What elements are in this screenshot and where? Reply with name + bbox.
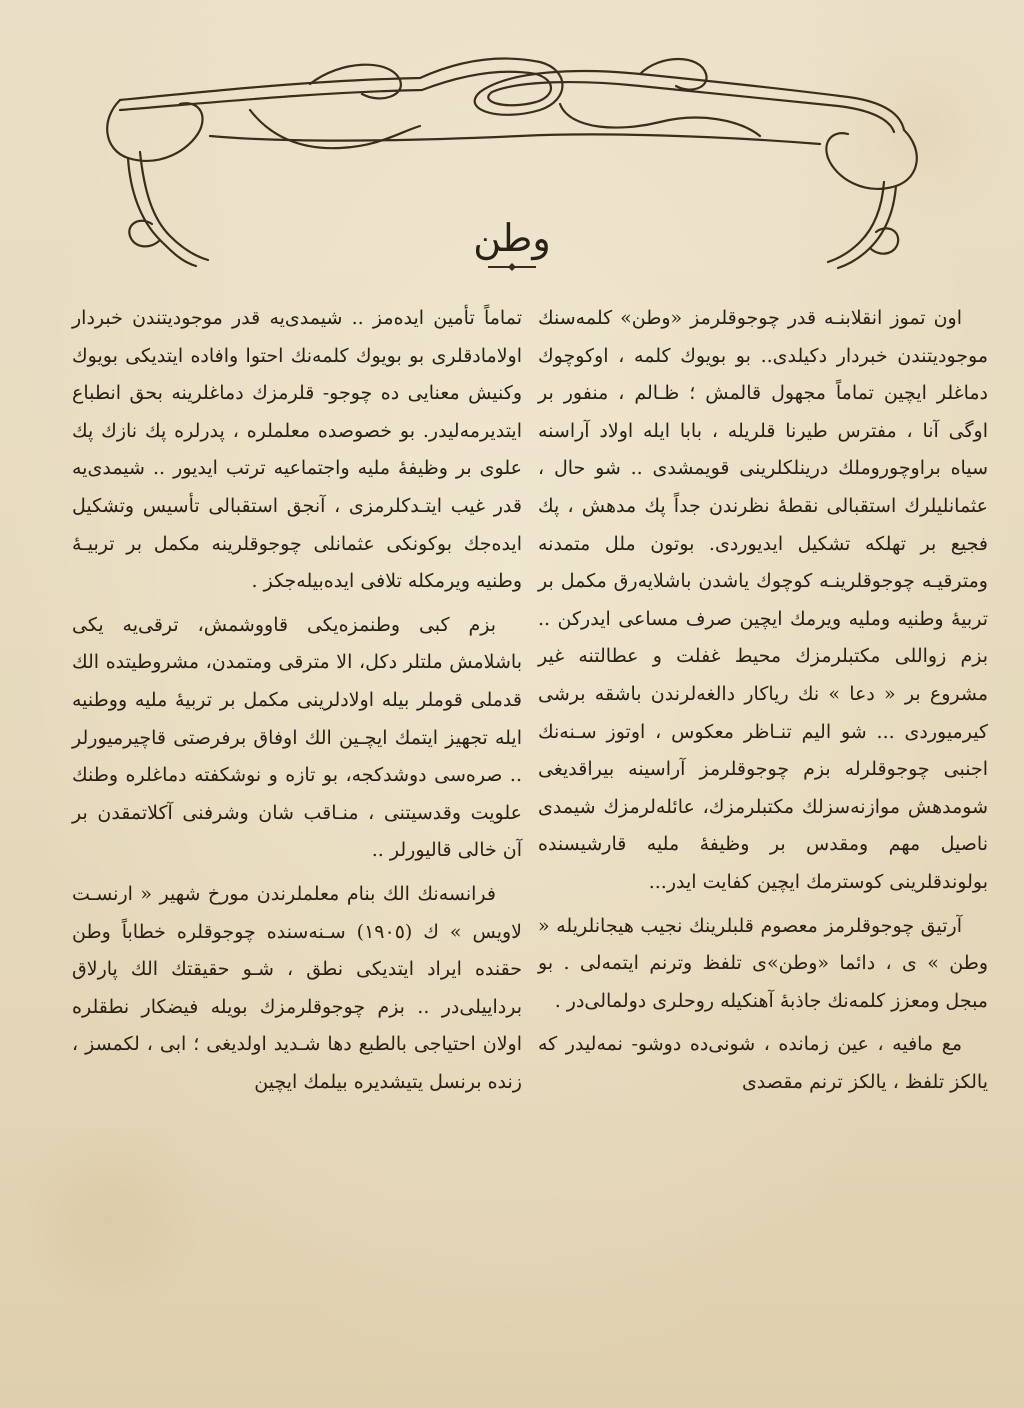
- article-title: وطن: [473, 216, 551, 260]
- text-column-right: [538, 300, 988, 1390]
- paragraph: بزم كبی وطنمزه‌يكی قاووشمش، ترقی‌يه يكی باشلامش ملتلر دكل، الا مترقی ومتمدن، مشروطيتده الك قدملی قوملر بيله اولادلرينی مكمل بر تربيهٔ مليه ووطنيه ايله تجهيز ايتمك ايچـين الك اوفاق برفرصتی قاچيرميورلر .. صره‌سی دوشدكجه، بو تازه و نوشكفته دماغلره وطنك علويت وقدسيتنی ، منـاقب شان وشرفنی آكلاتمقدن بر آن خالی قاليورلر ..: [72, 613, 522, 862]
- paragraph: آرتيق چوجوقلرمز معصوم قلبلرينك نجيب هيجانلريله « وطن » ی ، دائما «وطن»ی تلفظ وترنم ايتمه‌لی . بو مبجل ومعزز كلمه‌نك جاذبهٔ آهنكيله روحلری دولمالی‌در .: [538, 914, 988, 1012]
- title-divider-ornament: [486, 262, 538, 272]
- paragraph: فرانسه‌نك الك بنام معلملرندن مورخ شهير « ارنسـت لاويس » ك (١٩٠٥) سـنه‌سنده چوجوقلره خطاباً وطن حقنده ايراد ايتديكی نطق ، شـو حقيقتك الك پارلاق برداييلی‌در .. بزم چوجوقلرمزك بويله فيضكار نطقلره اولان احتياجی بالطبع دها شـديد اولديغی ؛ ابی ، لكمسز ، زنده برنسل يتيشديره بيلمك ايچين: [72, 882, 522, 1093]
- paragraph: تماماً تأمين ايده‌مز .. شيمدی‌يه قدر موجوديتندن خبردار اولامادقلری بو بويوك كلمه‌نك احتوا وافاده ايتديكی بويوك وكنيش معنايی ده چوجو- قلرمزك دماغلرينه بحق انطباع ايتديرمه‌ليدر. بو خصوصده معلملره ، پدرلره پك نازك پك علوی بر وظيفهٔ مليه واجتماعيه ترتب ايديور .. شيمدی‌يه قدر غيب ايتـدكلرمزی ، آنجق استقبالی تأسيس وتشكيل ايده‌جك بوكونكی عثمانلی چوجوقلرينه مكمل بر تربيـهٔ وطنيه ويرمكله تلافی ايده‌بيله‌جكز .: [72, 307, 522, 593]
- text-column-left: [72, 300, 522, 1390]
- paragraph: مع مافيه ، عين زمانده ، شونی‌ده دوشو- نمه‌ليدر كه يالكز تلفظ ، يالكز ترنم مقصدی: [538, 1033, 988, 1093]
- paragraph: اون تموز انقلابنـه قدر چوجوقلرمز «وطن» كلمه‌سنك موجوديتندن خبردار دكيلدی.. بو بويوك كلمه ، اوكوچوك دماغلر ايچين تماماً مجهول قالمش ؛ ظـالم ، منفور بر اوگی آنا ، مفترس طيرنا قلريله ، بابا ايله اولاد آراسنه سياه براوچوروملك درينلكلرينی قويمشدی .. شو حال ، عثمانليلرك استقبالی نقطهٔ نظرندن جداً پك مدهش ، پك فجيع بر تهلكه تشكيل ايديوردی. بوتون ملل متمدنه ومترقيـه چوجوقلرينـه كوچوك ياشدن باشلايه‌رق مكمل بر تربيهٔ وطنيه ومليه ويرمك ايچين صرف مساعی ايدركن .. بزم زواللی مكتبلرمزك محيط غفلت و عطالتنه غير مشروع بر « دعا » نك رياكار دالغه‌لرندن باشقه برشی كيرميوردی ... شو اليم تنـاظر معكوس ، اوتوز سـنه‌نك اجنبی چوجوقلرله بزم چوجوقلرمز آراسينه بيراقديغی شومدهش موازنه‌سزلك مكتبلرمزك، عائله‌لرمزك شيمدی ناصيل مهم ومقدس بر وظيفهٔ مليه قارشيسنده بولوندقلرينی كوسترمك ايچين كفايت ايدر...: [538, 307, 988, 893]
